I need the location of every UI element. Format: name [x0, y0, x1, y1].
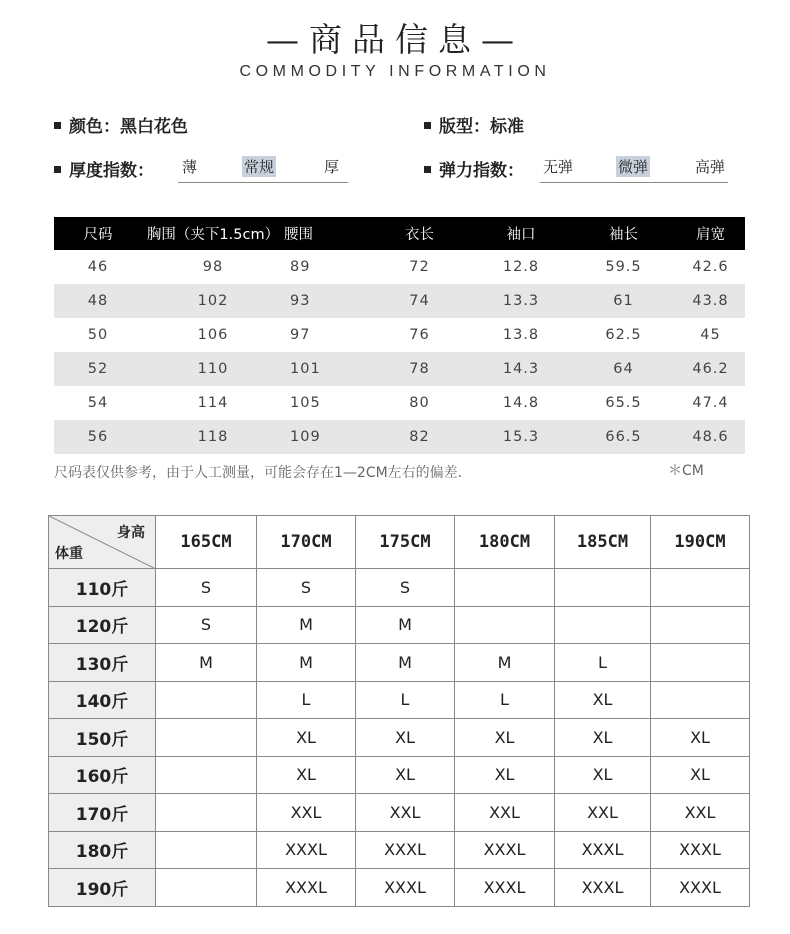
rec-size-cell: XXXL: [257, 869, 356, 907]
rec-size-cell: S: [356, 569, 455, 607]
rec-size-cell: [156, 794, 257, 832]
size-cell: 64: [571, 352, 676, 386]
size-cell: 56: [54, 420, 142, 454]
rec-size-cell: S: [257, 569, 356, 607]
height-header-row: [49, 516, 750, 569]
size-cell: 102: [142, 284, 284, 318]
rec-size-cell: [651, 681, 750, 719]
table-row: [54, 250, 745, 284]
thickness-label: [54, 156, 154, 181]
table-row: [54, 284, 745, 318]
rec-size-cell: XXL: [455, 794, 555, 832]
rec-size-cell: [555, 606, 651, 644]
rec-size-cell: XXL: [356, 794, 455, 832]
height-header-cell: 170CM: [257, 516, 356, 569]
rec-size-cell: XXL: [651, 794, 750, 832]
height-header-cell: 185CM: [555, 516, 651, 569]
size-cell: 93: [284, 284, 368, 318]
table-row: [49, 756, 750, 794]
rec-size-cell: M: [257, 606, 356, 644]
size-disclaimer: 尺码表仅供参考，由于人工测量，可能会存在1—2CM左右的偏差.: [54, 465, 463, 481]
rec-size-cell: [156, 719, 257, 757]
table-row: [54, 420, 745, 454]
size-cell: 74: [368, 284, 471, 318]
table-row: [54, 318, 745, 352]
size-cell: 45: [700, 327, 721, 343]
size-cell: 98: [202, 259, 224, 275]
table-row: [49, 869, 750, 907]
size-header-cell: 腰围: [284, 217, 368, 250]
thickness-option-thick: 厚: [324, 158, 340, 176]
size-cell: 14.8: [502, 395, 540, 411]
rec-size-cell: [555, 569, 651, 607]
elasticity-index-line: [540, 182, 728, 183]
height-header-cell: 180CM: [455, 516, 555, 569]
size-cell: 97: [290, 327, 311, 343]
bullet-square-icon: [54, 166, 61, 173]
elasticity-option-slight: 微弹: [618, 158, 649, 176]
rec-size-cell: [651, 569, 750, 607]
height-header-cell: 175CM: [356, 516, 455, 569]
rec-size-cell: XXXL: [555, 869, 651, 907]
thickness-label-text: 厚度指数：: [69, 161, 154, 181]
size-cell: 43.8: [676, 284, 745, 318]
weight-cell: 110斤: [49, 569, 156, 607]
rec-size-cell: XL: [455, 719, 555, 757]
size-cell: 109: [284, 420, 368, 454]
size-cell: 13.3: [471, 284, 571, 318]
unit-label: ＊CM: [668, 463, 704, 479]
size-cell: 47.4: [692, 395, 729, 411]
weight-cell: 140斤: [49, 681, 156, 719]
rec-size-cell: S: [156, 606, 257, 644]
rec-size-cell: M: [156, 644, 257, 682]
size-cell: 13.8: [502, 327, 540, 343]
corner-height-label: 身高: [117, 525, 145, 541]
rec-size-cell: [651, 644, 750, 682]
size-cell: 101: [284, 352, 368, 386]
rec-size-cell: XL: [651, 719, 750, 757]
elasticity-label: [424, 156, 524, 181]
size-cell: 46: [87, 259, 109, 275]
table-row: [49, 569, 750, 607]
rec-size-cell: XXXL: [651, 831, 750, 869]
rec-size-cell: L: [455, 681, 555, 719]
weight-cell: 130斤: [49, 644, 156, 682]
size-cell: 80: [409, 395, 430, 411]
size-cell: 106: [197, 327, 229, 343]
size-cell: 118: [142, 420, 284, 454]
elasticity-option-none: 无弹: [543, 158, 574, 176]
size-cell: 76: [409, 327, 430, 343]
size-cell: 89: [290, 259, 311, 275]
elasticity-option-high: 高弹: [695, 158, 726, 176]
size-cell: 61: [571, 284, 676, 318]
size-recommendation-table: [48, 515, 750, 907]
table-row: [54, 386, 745, 420]
rec-size-cell: XL: [257, 756, 356, 794]
size-header-cell: 尺码: [54, 217, 142, 250]
rec-size-cell: [455, 569, 555, 607]
thickness-option-regular: 常规: [244, 158, 275, 176]
table-row: [49, 794, 750, 832]
table-row: [54, 352, 745, 386]
rec-size-cell: XL: [555, 756, 651, 794]
table-row: [49, 719, 750, 757]
rec-size-cell: S: [156, 569, 257, 607]
size-cell: 78: [368, 352, 471, 386]
color-attribute: [54, 112, 188, 137]
rec-size-cell: [156, 681, 257, 719]
size-cell: 42.6: [692, 259, 729, 275]
thickness-option-thin: 薄: [182, 158, 198, 176]
size-header-cell: 袖口: [471, 217, 571, 250]
page-title: —商品信息—: [266, 20, 524, 59]
rec-size-cell: XL: [555, 681, 651, 719]
rec-size-cell: XL: [455, 756, 555, 794]
size-cell: 82: [368, 420, 471, 454]
size-cell: 46.2: [676, 352, 745, 386]
size-cell: 65.5: [605, 395, 642, 411]
bullet-square-icon: [424, 166, 431, 173]
weight-cell: 160斤: [49, 756, 156, 794]
rec-size-cell: L: [257, 681, 356, 719]
color-attribute-text: 颜色：黑白花色: [69, 117, 188, 137]
rec-size-cell: XXL: [257, 794, 356, 832]
rec-size-cell: [455, 606, 555, 644]
bullet-square-icon: [54, 122, 61, 129]
size-header-cell: 衣长: [368, 217, 471, 250]
size-table: [54, 217, 745, 454]
weight-cell: 150斤: [49, 719, 156, 757]
rec-size-cell: XXXL: [455, 831, 555, 869]
height-header-cell: 165CM: [156, 516, 257, 569]
fit-attribute-text: 版型：标准: [439, 117, 524, 137]
rec-size-cell: XL: [555, 719, 651, 757]
rec-size-cell: L: [356, 681, 455, 719]
table-row: [49, 606, 750, 644]
rec-size-cell: [156, 831, 257, 869]
size-cell: 72: [409, 259, 430, 275]
rec-size-cell: XXL: [555, 794, 651, 832]
size-header-cell: 袖长: [571, 217, 676, 250]
rec-size-cell: XL: [257, 719, 356, 757]
weight-cell: 180斤: [49, 831, 156, 869]
rec-size-cell: L: [555, 644, 651, 682]
rec-size-cell: XXXL: [555, 831, 651, 869]
fit-attribute: [424, 112, 524, 137]
weight-cell: 170斤: [49, 794, 156, 832]
size-cell: 105: [290, 395, 321, 411]
rec-size-cell: M: [455, 644, 555, 682]
size-cell: 52: [54, 352, 142, 386]
rec-size-cell: XXXL: [356, 869, 455, 907]
size-cell: 114: [197, 395, 229, 411]
rec-size-cell: M: [356, 644, 455, 682]
rec-size-cell: XL: [356, 719, 455, 757]
table-row: [49, 831, 750, 869]
size-table-header: [54, 217, 745, 250]
size-cell: 110: [142, 352, 284, 386]
size-header-cell: 胸围（夹下1.5cm）: [142, 217, 284, 250]
rec-size-cell: [156, 869, 257, 907]
rec-size-cell: XXXL: [356, 831, 455, 869]
bullet-square-icon: [424, 122, 431, 129]
rec-size-cell: [156, 756, 257, 794]
rec-size-cell: [651, 606, 750, 644]
weight-cell: 120斤: [49, 606, 156, 644]
rec-size-cell: M: [356, 606, 455, 644]
size-cell: 62.5: [605, 327, 642, 343]
rec-size-cell: M: [257, 644, 356, 682]
size-cell: 59.5: [605, 259, 642, 275]
size-cell: 48: [54, 284, 142, 318]
size-cell: 12.8: [502, 259, 540, 275]
rec-size-cell: XXXL: [651, 869, 750, 907]
size-cell: 54: [87, 395, 109, 411]
corner-cell: [49, 516, 156, 569]
size-header-cell: 肩宽: [676, 217, 745, 250]
table-row: [49, 644, 750, 682]
weight-cell: 190斤: [49, 869, 156, 907]
height-header-cell: 190CM: [651, 516, 750, 569]
corner-weight-label: 体重: [55, 546, 83, 562]
rec-size-cell: XXXL: [455, 869, 555, 907]
size-cell: 50: [87, 327, 109, 343]
table-row: [49, 681, 750, 719]
size-cell: 14.3: [471, 352, 571, 386]
rec-size-cell: XXXL: [257, 831, 356, 869]
rec-size-cell: XL: [651, 756, 750, 794]
thickness-index-line: [178, 182, 348, 183]
size-cell: 48.6: [676, 420, 745, 454]
elasticity-label-text: 弹力指数：: [439, 161, 524, 181]
size-cell: 15.3: [471, 420, 571, 454]
page-subtitle: COMMODITY INFORMATION: [239, 63, 551, 80]
size-cell: 66.5: [571, 420, 676, 454]
rec-size-cell: XL: [356, 756, 455, 794]
